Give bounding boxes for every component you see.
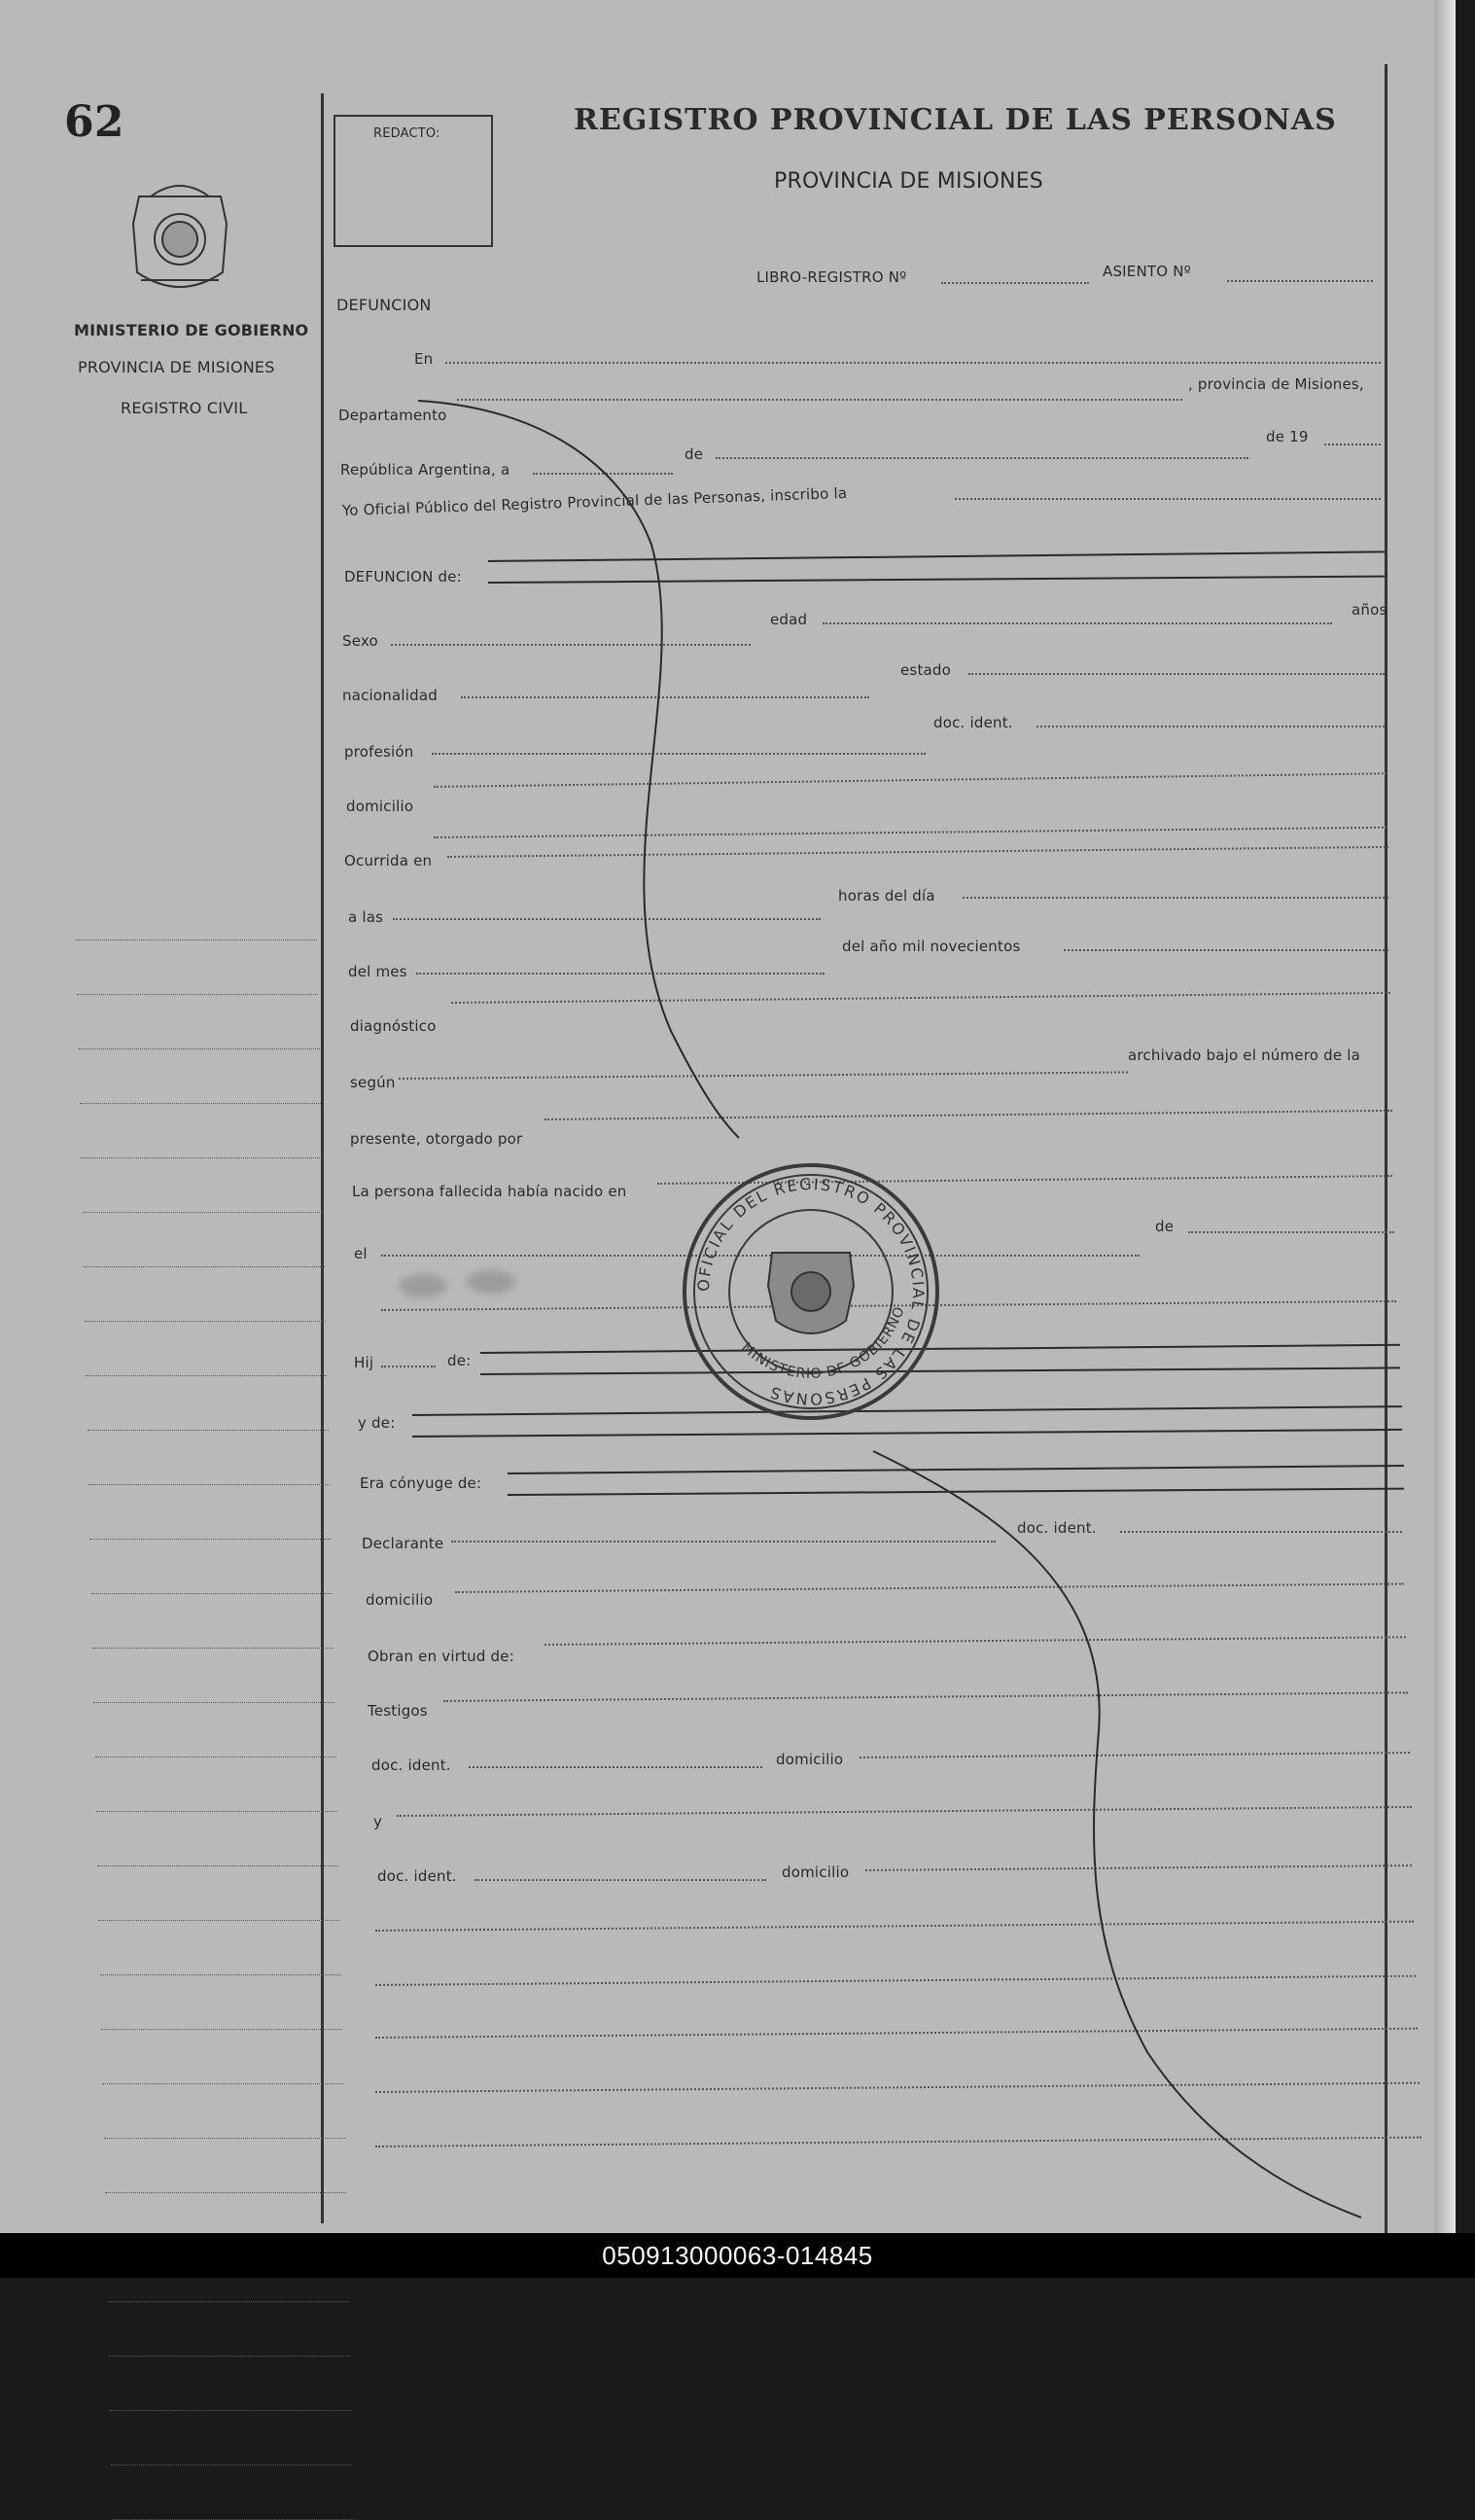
doc-ident3-label: doc. ident. [377,1867,457,1885]
page-number: 62 [64,97,124,147]
stamp-inner-text: MINISTERIO DE GOBIERNO [738,1304,908,1382]
y-label: y [373,1813,383,1830]
republica-label: República Argentina, a [340,461,510,479]
del-mes-label: del mes [348,963,407,980]
form-subtitle: PROVINCIA DE MISIONES [774,169,1043,194]
redacto-label: REDACTO: [373,126,440,141]
horas-label: horas del día [838,887,935,905]
presente-label: presente, otorgado por [350,1130,523,1148]
estado-label: estado [900,661,952,679]
nacido-label: La persona fallecida había nacido en [352,1183,627,1200]
el-label: el [354,1245,368,1262]
ocurrida-label: Ocurrida en [344,852,433,870]
nacionalidad-label: nacionalidad [342,687,438,704]
section-title: DEFUNCION [336,296,432,314]
ministry-label: MINISTERIO DE GOBIERNO [74,321,309,339]
de19-label: de 19 [1266,428,1309,445]
archivado-label: archivado bajo el número de la [1128,1047,1360,1064]
defuncion-de-label: DEFUNCION de: [344,568,462,586]
asiento-label: ASIENTO Nº [1103,263,1191,280]
conyuge-label: Era cónyuge de: [360,1474,482,1492]
anos-label: años [1352,601,1387,619]
hij-label: Hij [354,1354,374,1371]
form-title: REGISTRO PROVINCIAL DE LAS PERSONAS [574,103,1337,137]
en-label: En [414,350,434,368]
edad-label: edad [770,611,808,628]
segun-label: según [350,1074,396,1091]
departamento-label: Departamento [338,407,447,424]
testigos-label: Testigos [368,1702,428,1720]
provincia-label: , provincia de Misiones, [1188,375,1364,393]
anio-label: del año mil novecientos [842,938,1021,955]
sexo-label: Sexo [342,632,378,650]
oficial-text: Yo Oficial Público del Registro Provincial de las Personas, inscribo la [341,483,848,519]
de2-label: de [1155,1218,1175,1235]
profesion-label: profesión [344,743,414,761]
domicilio3-label: domicilio [776,1751,844,1768]
a-las-label: a las [348,908,384,926]
declarante-doc-label: doc. ident. [1017,1519,1097,1537]
y-de-label: y de: [358,1414,396,1432]
declarante-label: Declarante [362,1535,444,1552]
hij-de-label: de: [447,1352,472,1369]
doc-ident-label: doc. ident. [933,714,1013,731]
obran-label: Obran en virtud de: [368,1648,514,1665]
domicilio2-label: domicilio [366,1591,434,1609]
margin-dotted-line [111,2465,352,2466]
de-label: de [685,445,704,463]
domicilio4-label: domicilio [782,1863,850,1881]
margin-dotted-line [109,2356,350,2357]
doc-ident2-label: doc. ident. [371,1757,451,1774]
stamp-outer-text: OFICIAL DEL REGISTRO PROVINCIAL DE LAS PERSONAS [693,1174,929,1409]
margin-dotted-line [108,2301,349,2302]
office-label: REGISTRO CIVIL [121,399,248,417]
diagnostico-label: diagnóstico [350,1017,437,1035]
libro-label: LIBRO-REGISTRO Nº [756,268,907,286]
smudge [467,1270,515,1294]
margin-dotted-line [110,2410,351,2411]
smudge [399,1274,447,1297]
province-label: PROVINCIA DE MISIONES [78,358,275,376]
document-id-footer: 050913000063-014845 [0,2233,1475,2278]
domicilio-label: domicilio [346,798,414,815]
